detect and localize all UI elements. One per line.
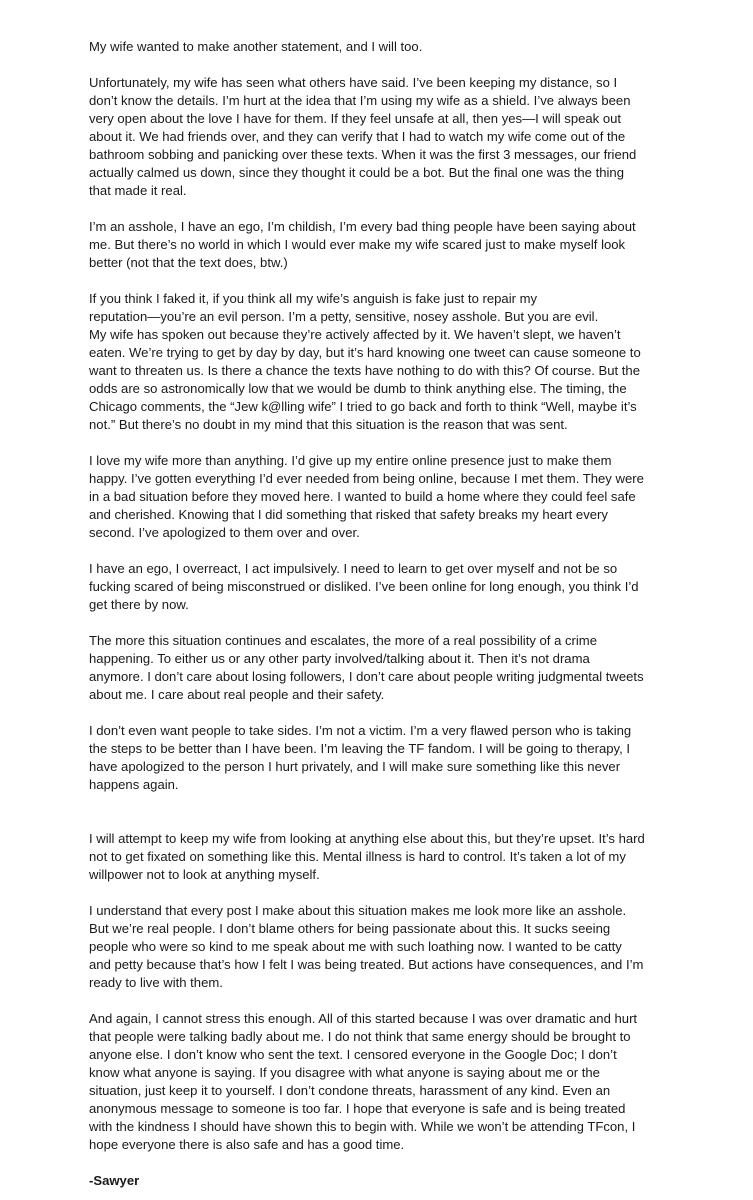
text-line: I’m an asshole, I have an ego, I’m childish, I’m every bad thing people have been saying about [89, 219, 636, 234]
text-line: anymore. I don’t care about losing followers, I don’t care about people writing judgmental tweets [89, 669, 644, 684]
text-line: bathroom sobbing and panicking over these texts. When it was the first 3 messages, our friend [89, 147, 637, 162]
document-body [89, 38, 703, 1154]
text-line: get there by now. [89, 597, 189, 612]
text-line: have apologized to the person I hurt privately, and I will make sure something like this never [89, 759, 621, 774]
text-line: the steps to be better than I have been. I’m leaving the TF fandom. I will be going to therapy, I [89, 741, 631, 756]
text-line: reputation—you’re an evil person. I’m a petty, sensitive, nosey asshole. But you are evil. [89, 309, 599, 324]
text-line: Unfortunately, my wife has seen what others have said. I’ve been keeping my distance, so I [89, 75, 618, 90]
text-line: anonymous message to someone is too far. I hope that everyone is safe and is being treated [89, 1101, 626, 1116]
text-line: My wife has spoken out because they’re actively affected by it. We haven’t slept, we haven’t [89, 327, 621, 342]
text-line: If you think I faked it, if you think all my wife’s anguish is fake just to repair my [89, 291, 538, 306]
text-line: happens again. [89, 777, 179, 792]
text-line: about me. I care about real people and their safety. [89, 687, 385, 702]
text-line: I have an ego, I overreact, I act impulsively. I need to learn to get over myself and not be so [89, 561, 618, 576]
text-line: with the kindness I should have shown this to begin with. While we won’t be attending TFcon, I [89, 1119, 636, 1134]
text-line: And again, I cannot stress this enough. All of this started because I was over dramatic and hurt [89, 1011, 638, 1026]
text-line: second. I’ve apologized to them over and over. [89, 525, 360, 540]
text-line: ready to live with them. [89, 975, 223, 990]
text-line: But we’re real people. I don’t blame others for being passionate about this. It sucks seeing [89, 921, 611, 936]
text-line: want to threaten us. Is there a chance the texts have nothing to do with this? Of course. But the [89, 363, 640, 378]
text-line: about it. We had friends over, and they can verify that I had to watch my wife come out of the [89, 129, 626, 144]
text-line: better (not that the text does, btw.) [89, 255, 288, 270]
text-line: that people were talking badly about me. I do not think that same energy should be brought to [89, 1029, 631, 1044]
text-line: very open about the love I have for them. If they feel unsafe at all, then yes—I will speak out [89, 111, 622, 126]
text-line: and cherished. Knowing that I did something that risked that safety breaks my heart every [89, 507, 608, 522]
text-line: Chicago comments, the “Jew k@lling wife” I tried to go back and forth to think “Well, maybe it’s [89, 399, 637, 414]
text-line: in a bad situation before they moved here. I wanted to build a home where they could feel safe [89, 489, 636, 504]
paragraph [89, 74, 703, 200]
paragraph [89, 452, 703, 542]
text-line: The more this situation continues and escalates, the more of a real possibility of a crime [89, 633, 597, 648]
text-line: I will attempt to keep my wife from looking at anything else about this, but they’re upset. It’s hard [89, 831, 645, 846]
text-line: me. But there’s no world in which I would ever make my wife scared just to make myself look [89, 237, 626, 252]
paragraph [89, 830, 703, 884]
signature: -Sawyer [89, 1173, 140, 1188]
text-line: know what anyone is saying. If you disagree with what anyone is saying about me or the [89, 1065, 600, 1080]
text-line: eaten. We’re trying to get by day by day, but it’s hard knowing one tweet can cause someone to [89, 345, 641, 360]
paragraph [89, 290, 703, 434]
paragraph [89, 560, 703, 614]
paragraph [89, 902, 703, 992]
paragraph [89, 1010, 703, 1154]
text-line: happening. To either us or any other party involved/talking about it. Then it’s not drama [89, 651, 590, 666]
text-line: fucking scared of being misconstrued or disliked. I’ve been online for long enough, you think I’d [89, 579, 639, 594]
text-line: and petty because that’s how I felt I was being treated. But actions have consequences, and I’m [89, 957, 644, 972]
text-line: hope everyone there is also safe and has a good time. [89, 1137, 405, 1152]
text-line: anyone else. I don’t know who sent the text. I censored everyone in the Google Doc; I don’t [89, 1047, 617, 1062]
paragraph [89, 632, 703, 704]
text-line: situation, just keep it to yourself. I don’t condone threats, harassment of any kind. Even an [89, 1083, 611, 1098]
text-line: odds are so astronomically low that we would be dumb to think anything else. The timing, the [89, 381, 627, 396]
text-line: I love my wife more than anything. I’d give up my entire online presence just to make them [89, 453, 612, 468]
paragraph-spacer [89, 812, 703, 830]
text-line: I understand that every post I make about this situation makes me look more like an asshole. [89, 903, 627, 918]
text-line: happy. I’ve gotten everything I’d ever needed from being online, because I met them. They were [89, 471, 644, 486]
text-line: not.” But there’s no doubt in my mind that this situation is the reason that was sent. [89, 417, 568, 432]
text-line: My wife wanted to make another statement, and I will too. [89, 39, 423, 54]
text-line: willpower not to look at anything myself. [89, 867, 320, 882]
text-line: I don’t even want people to take sides. I’m not a victim. I’m a very flawed person who is taking [89, 723, 632, 738]
text-line: actually calmed us down, since they thought it could be a bot. But the final one was the thing [89, 165, 624, 180]
paragraph [89, 722, 703, 794]
text-line: not to get fixated on something like this. Mental illness is hard to control. It’s taken a lot of my [89, 849, 626, 864]
text-line: people who were so kind to me speak about me with such loathing now. I wanted to be catty [89, 939, 622, 954]
paragraph [89, 218, 703, 272]
text-line: don’t know the details. I’m hurt at the idea that I’m using my wife as a shield. I’ve always been [89, 93, 631, 108]
text-line: that made it real. [89, 183, 187, 198]
paragraph [89, 38, 703, 56]
